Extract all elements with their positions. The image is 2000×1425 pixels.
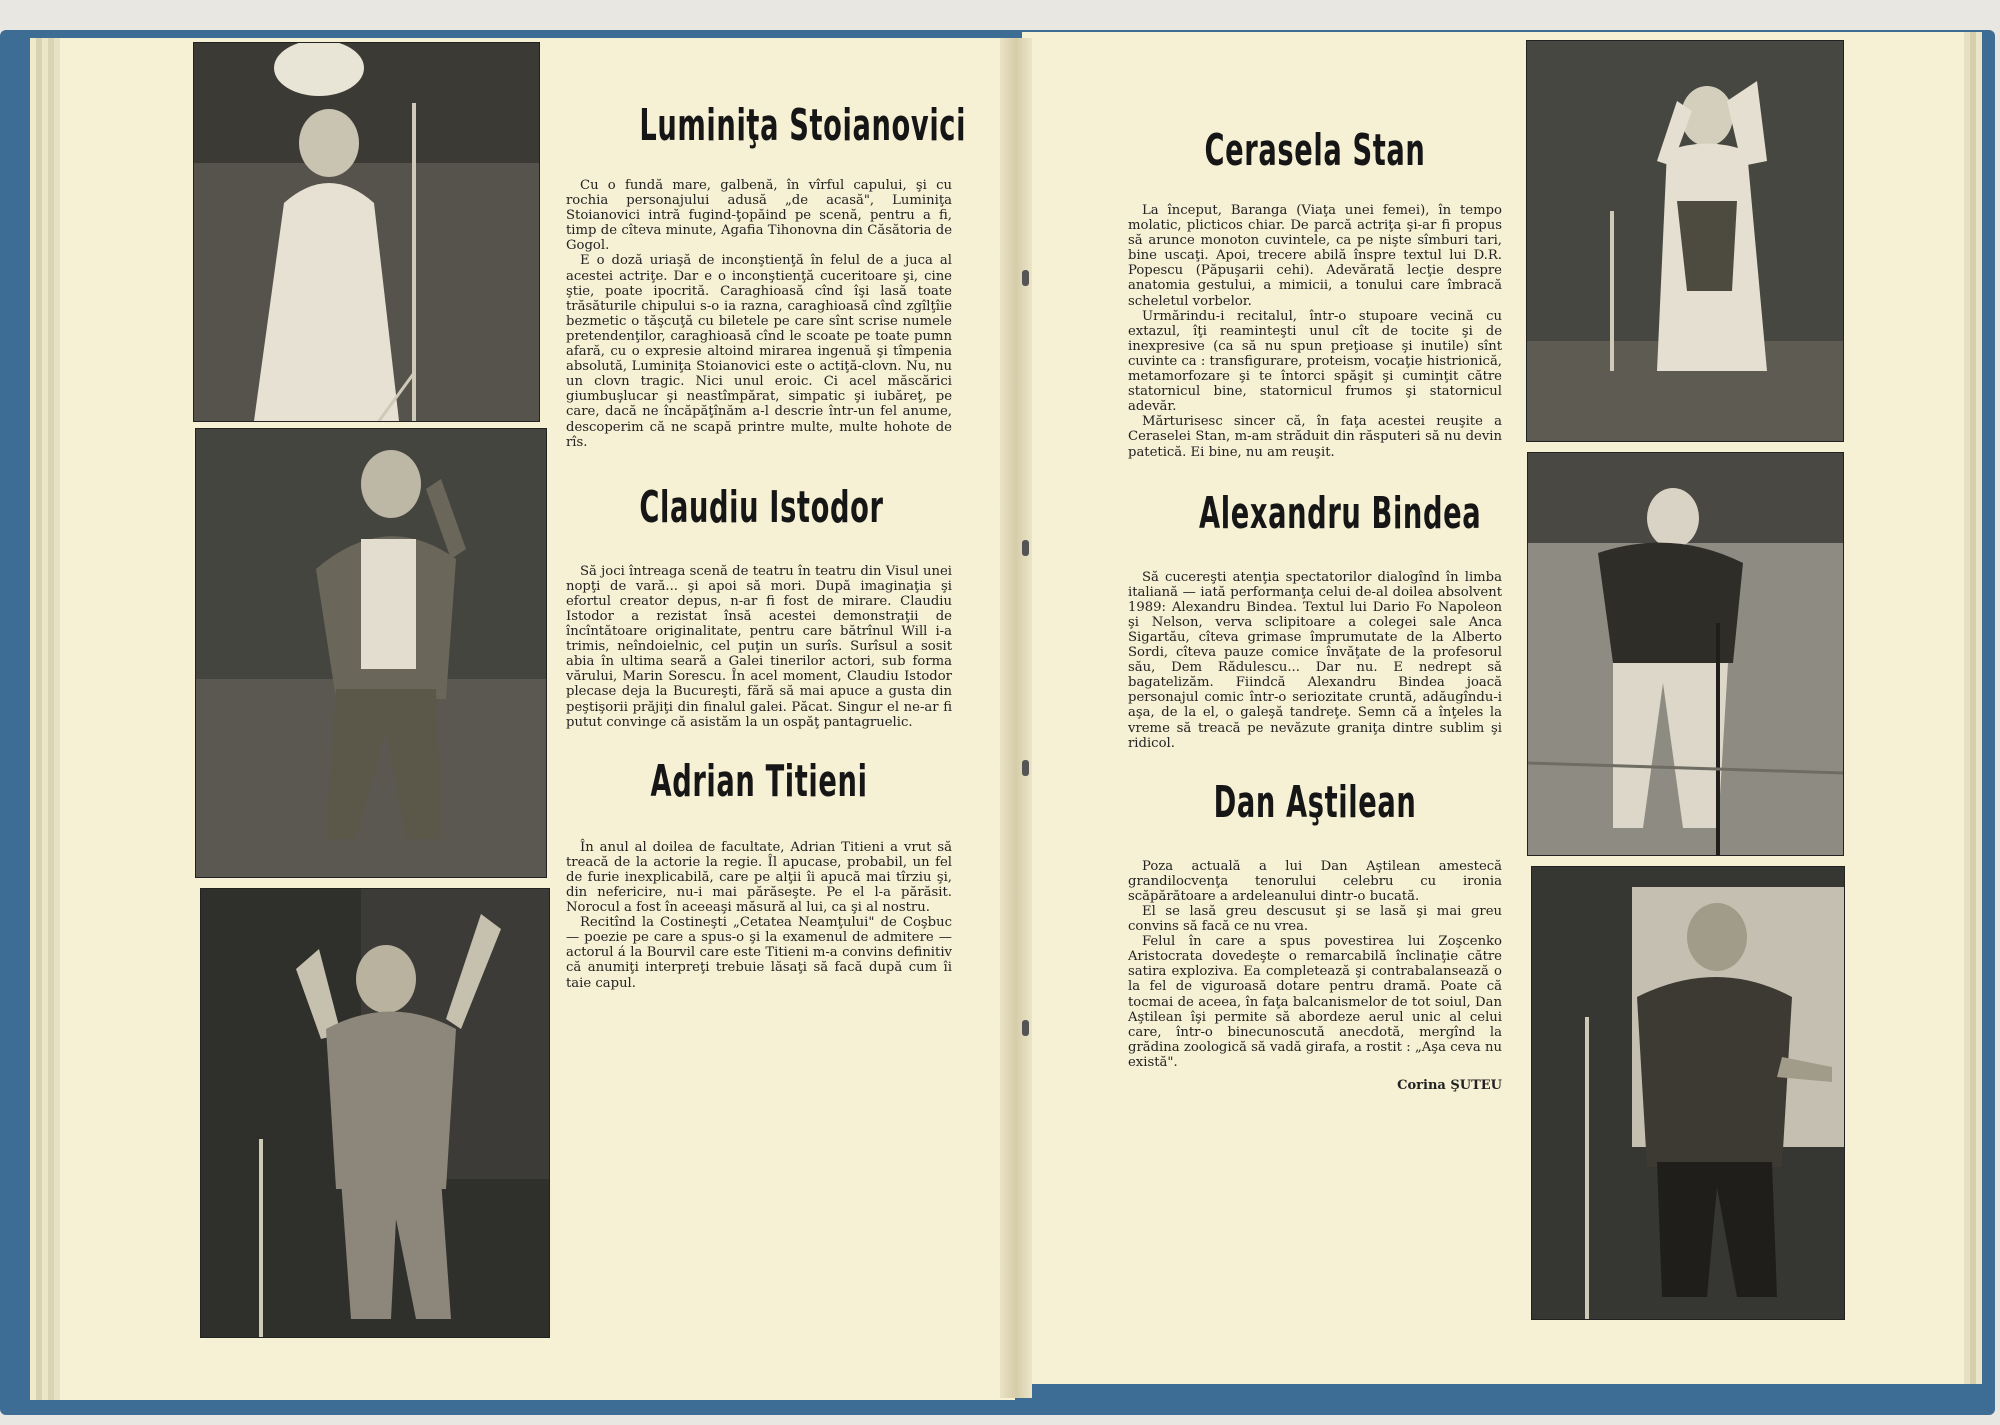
- right-text-column: [1128, 125, 1502, 1093]
- article-body: [1128, 203, 1502, 460]
- article-title: Dan Aştilean: [1213, 776, 1417, 828]
- article-paragraph: Poza actuală a lui Dan Aştilean amestecă grandilocvenţa tenorului celebru cu ironia scăpărătoare a ardeleanului dintr-o bucată.: [1128, 858, 1502, 904]
- binding-stitch: [1022, 760, 1029, 776]
- article-paragraph: Mărturisesc sincer că, în faţa acestei reuşite a Ceraselei Stan, m-am străduit din răsputeri să nu devin patetică. Ei bine, nu am reuşit.: [1128, 414, 1502, 460]
- article-paragraph: La început, Baranga (Viaţa unei femei), în tempo molatic, plicticos chiar. De parcă actriţa şi-ar fi propus să arunce monoton cuvintele, ca pe nişte sîmburi tari, bine uscaţi. Apoi, trecere abilă înspre textul lui D.R. Popescu (Păpuşarii cehi). Adevărată lecţie despre anatomia gestului, a mimicii, a tonului care îmbracă scheletul vorbelor.: [1128, 203, 1502, 309]
- article-paragraph: Felul în care a spus povestirea lui Zoşcenko Aristocrata dovedeşte o remarcabilă înclinaţie către satira exploziva. Ea completează şi contrabalansează o la fel de viguroasă dotare pentru dramă. Poate că tocmai de aceea, în faţa balcanismelor de tot soiul, Dan Aştilean îşi permite să abordeze aerul unic al celui care, într-o binecunoscută anecdotă, mergînd la grădina zoologică să vadă girafa, a rostit : „Aşa ceva nu există".: [1128, 934, 1502, 1070]
- left-text-column: [566, 100, 967, 991]
- article-paragraph: El se lasă greu descusut şi se lasă şi mai greu convins să facă ce nu vrea.: [1128, 904, 1502, 935]
- article-body: [1128, 570, 1502, 751]
- binding-stitch: [1022, 270, 1029, 286]
- article-paragraph: Urmărindu-i recitalul, într-o stupoare vecină cu extazul, îţi reaminteşti unul cît de tocite şi de inexpresive (ca să nu spun preţioase şi inutile) sînt cuvinte ca : transfigurare, proteism, vocaţie histrionică, metamorfozare şi te întorci spăşit şi cuminţit către statornicul bine, statornicul frumos şi statornicul adevăr.: [1128, 308, 1502, 415]
- photo-dan-astilean: [1531, 866, 1845, 1320]
- photo-adrian-titieni: [200, 888, 550, 1338]
- binding-stitch: [1022, 540, 1029, 556]
- binding-stitch: [1022, 1020, 1029, 1036]
- book-gutter: [1000, 38, 1032, 1398]
- article-paragraph: E o doză uriaşă de inconştienţă în felul de a juca al acestei actriţe. Dar e o inconştienţă cuceritoare şi, cine ştie, poate ipocrită. Caraghioasă cînd îşi lasă toate trăsăturile chipului s-o ia razna, caraghioasă cînd zgîlţîie bezmetic o tăşcuţă cu biletele pe care sînt scrise numele pretendenţilor, caraghioasă cînd le scoate pe toate pumn afară, cu o expresie altoind mirarea ingenuă şi tîmpenia absolută, Luminiţa Stoianovici este o actiţă-clovn. Nu, nu un clovn tragic. Nici unul eroic. Ci acel măscărici giumbuşlucar şi neastîmpărat, simpatic şi iubăreţ, pe care, dacă ne încăpăţînăm a-l descrie într-un fel anume, descoperim că ne scapă printre multe, multe hohote de rîs.: [566, 253, 952, 450]
- article-body: [1128, 859, 1502, 1070]
- photo-claudiu-istodor: [195, 428, 547, 878]
- article-paragraph: Să cucereşti atenţia spectatorilor dialogînd în limba italiană — iată performanţa celui de-al doilea absolvent 1989: Alexandru Bindea. Textul lui Dario Fo Napoleon şi Nelson, verva sclipitoare a colegei sale Anca Sigartău, cîteva grimase împrumutate de la Alberto Sordi, cîteva pauze comice învăţate de la profesorul său, Dem Rădulescu... Dar nu. E nedrept să bagatelizăm. Fiindcă Alexandru Bindea joacă personajul comic într-o seriozitate cruntă, adăugîndu-i aşa, de la el, o galeşă tandreţe. Semn că a înţeles la vreme să treacă pe nevăzute graniţa dintre sublim şi ridicol.: [1128, 569, 1502, 751]
- photo-cerasela-stan: [1526, 40, 1844, 442]
- article-paragraph: Recitînd la Costineşti „Cetatea Neamţului" de Coşbuc — poezie pe care a spus-o şi la examenul de admitere — actorul á la Bourvil care este Titieni m-a convins definitiv că anumiţi interpreţi trebuie lăsaţi să facă după cum îi taie capul.: [566, 915, 952, 991]
- article-title: Claudiu Istodor: [639, 481, 884, 533]
- article-paragraph: În anul al doilea de facultate, Adrian Titieni a vrut să treacă de la actorie la regie. Îl apucase, probabil, un fel de furie inexplicabilă, care pe alţii îi apucă mai tîrziu şi, din nefericire, nu-i mai părăseşte. Pe el l-a părăsit. Norocul a fost în aceeaşi măsură al lui, ca şi al nostru.: [566, 839, 952, 916]
- article-body: [566, 178, 952, 450]
- article-paragraph: Să joci întreaga scenă de teatru în teatru din Visul unei nopţi de vară... şi apoi să mori. După imaginaţia şi efortul creator depus, n-ar fi fost de mirare. Claudiu Istodor a rezistat însă acestei demonstraţii de încîntătoare originalitate, pentru care bătrînul Will i-a trimis, neîndoielnic, cel puţin un surîs. Surîsul a sosit abia în ultima seară a Galei tinerilor actori, sub forma vărului, Marin Sorescu. În acel moment, Claudiu Istodor plecase deja la Bucureşti, fără să mai apuce a gusta din peştişorii prăjiţi din finalul galei. Păcat. Singur el ne-ar fi putut convinge că asistăm la un ospăţ pantagruelic.: [566, 563, 952, 730]
- author-signature: Corina ŞUTEU: [1397, 1078, 1502, 1094]
- article-title: Alexandru Bindea: [1199, 487, 1482, 539]
- article-body: [566, 840, 952, 991]
- article-body: [566, 564, 952, 730]
- photo-alexandru-bindea: [1527, 452, 1844, 856]
- article-title: Adrian Titieni: [650, 755, 868, 807]
- photo-luminita-stoianovici: [193, 42, 540, 422]
- article-title: Luminiţa Stoianovici: [639, 100, 967, 151]
- article-paragraph: Cu o fundă mare, galbenă, în vîrful capului, şi cu rochia personajului adusă „de acasă", Luminiţa Stoianovici intră fugind-ţopăind pe scenă, pentru a fi, timp de cîteva minute, Agafia Tihonovna din Căsătoria de Gogol.: [566, 178, 952, 254]
- article-title: Cerasela Stan: [1204, 125, 1426, 176]
